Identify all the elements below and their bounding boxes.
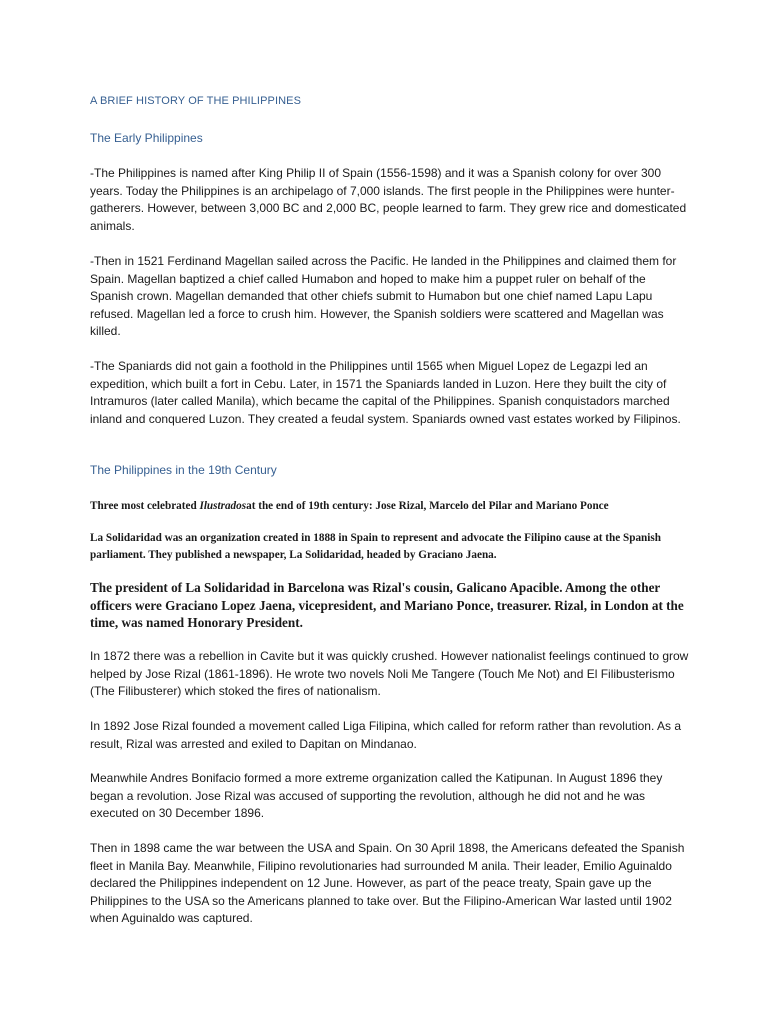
paragraph-katipunan: Meanwhile Andres Bonifacio formed a more extreme organization called the Katipunan. In August 1896 they began a revolution. Jose Rizal was accused of supporting the revolution, although he did not and he was executed on 30 December 1896.: [90, 771, 663, 820]
ilustrados-line: [90, 498, 690, 515]
paragraph-cavite-rebellion: In 1872 there was a rebellion in Cavite but it was quickly crushed. However nationalist feelings continued to grow helped by Jose Rizal (1861-1896). He wrote two novels Noli Me Tangere (Touch Me Not) and El Filibusterismo (The Filibusterer) which stoked the fires of nationalism.: [90, 649, 689, 698]
paragraph-la-solidaridad: La Solidaridad was an organization created in 1888 in Spain to represent and advocate the Filipino cause at the Spanish parliament. They published a newspaper, La Solidaridad, headed by Graciano Jaena.: [90, 532, 661, 561]
paragraph-president: The president of La Solidaridad in Barcelona was Rizal's cousin, Galicano Apacible. Among the other officers were Graciano Lopez Jaena, vicepresident, and Mariano Ponce, treasurer. Rizal, in London at the time, was named Honorary President.: [90, 580, 684, 630]
section-heading-early-philippines: The Early Philippines: [90, 131, 203, 145]
section-heading-19th-century: The Philippines in the 19th Century: [90, 463, 277, 477]
ilustrados-after: at the end of 19th century: Jose Rizal, Marcelo del Pilar and Mariano Ponce: [246, 500, 609, 512]
paragraph-liga-filipina: In 1892 Jose Rizal founded a movement called Liga Filipina, which called for reform rather than revolution. As a result, Rizal was arrested and exiled to Dapitan on Mindanao.: [90, 719, 681, 751]
paragraph-usa-spain-war: Then in 1898 came the war between the USA and Spain. On 30 April 1898, the Americans defeated the Spanish fleet in Manila Bay. Meanwhile, Filipino revolutionaries had surrounded M anila. Their leader, Emilio Aguinaldo declared the Philippines independent on 12 June. However, as part of the peace treaty, Spain gave up the Philippines to the USA so the Americans planned to take over. But the Filipino-American War lasted until 1902 when Aguinaldo was captured.: [90, 841, 685, 925]
ilustrados-before: Three most celebrated: [90, 500, 200, 512]
ilustrados-italic: Ilustrados: [199, 500, 247, 512]
document-title: A BRIEF HISTORY OF THE PHILIPPINES: [90, 95, 302, 107]
paragraph-naming: -The Philippines is named after King Philip II of Spain (1556-1598) and it was a Spanish colony for over 300 years. Today the Philippines is an archipelago of 7,000 islands. The first people in the Philippines were hunter-gatherers. However, between 3,000 BC and 2,000 BC, people learned to farm. They grew rice and domesticated animals.: [90, 166, 687, 233]
paragraph-legazpi: -The Spaniards did not gain a foothold in the Philippines until 1565 when Miguel Lopez de Legazpi led an expedition, which built a fort in Cebu. Later, in 1571 the Spaniards landed in Luzon. Here they built the city of Intramuros (later called Manila), which became the capital of the Philippines. Spanish conquistadors marched inland and conquered Luzon. They created a feudal system. Spaniards owned vast estates worked by Filipinos.: [90, 359, 681, 426]
paragraph-magellan: -Then in 1521 Ferdinand Magellan sailed across the Pacific. He landed in the Philippines and claimed them for Spain. Magellan baptized a chief called Humabon and hoped to make him a puppet ruler on behalf of the Spanish crown. Magellan demanded that other chiefs submit to Humabon but one chief named Lapu Lapu refused. Magellan led a force to crush him. However, the Spanish soldiers were scattered and Magellan was killed.: [90, 254, 677, 338]
